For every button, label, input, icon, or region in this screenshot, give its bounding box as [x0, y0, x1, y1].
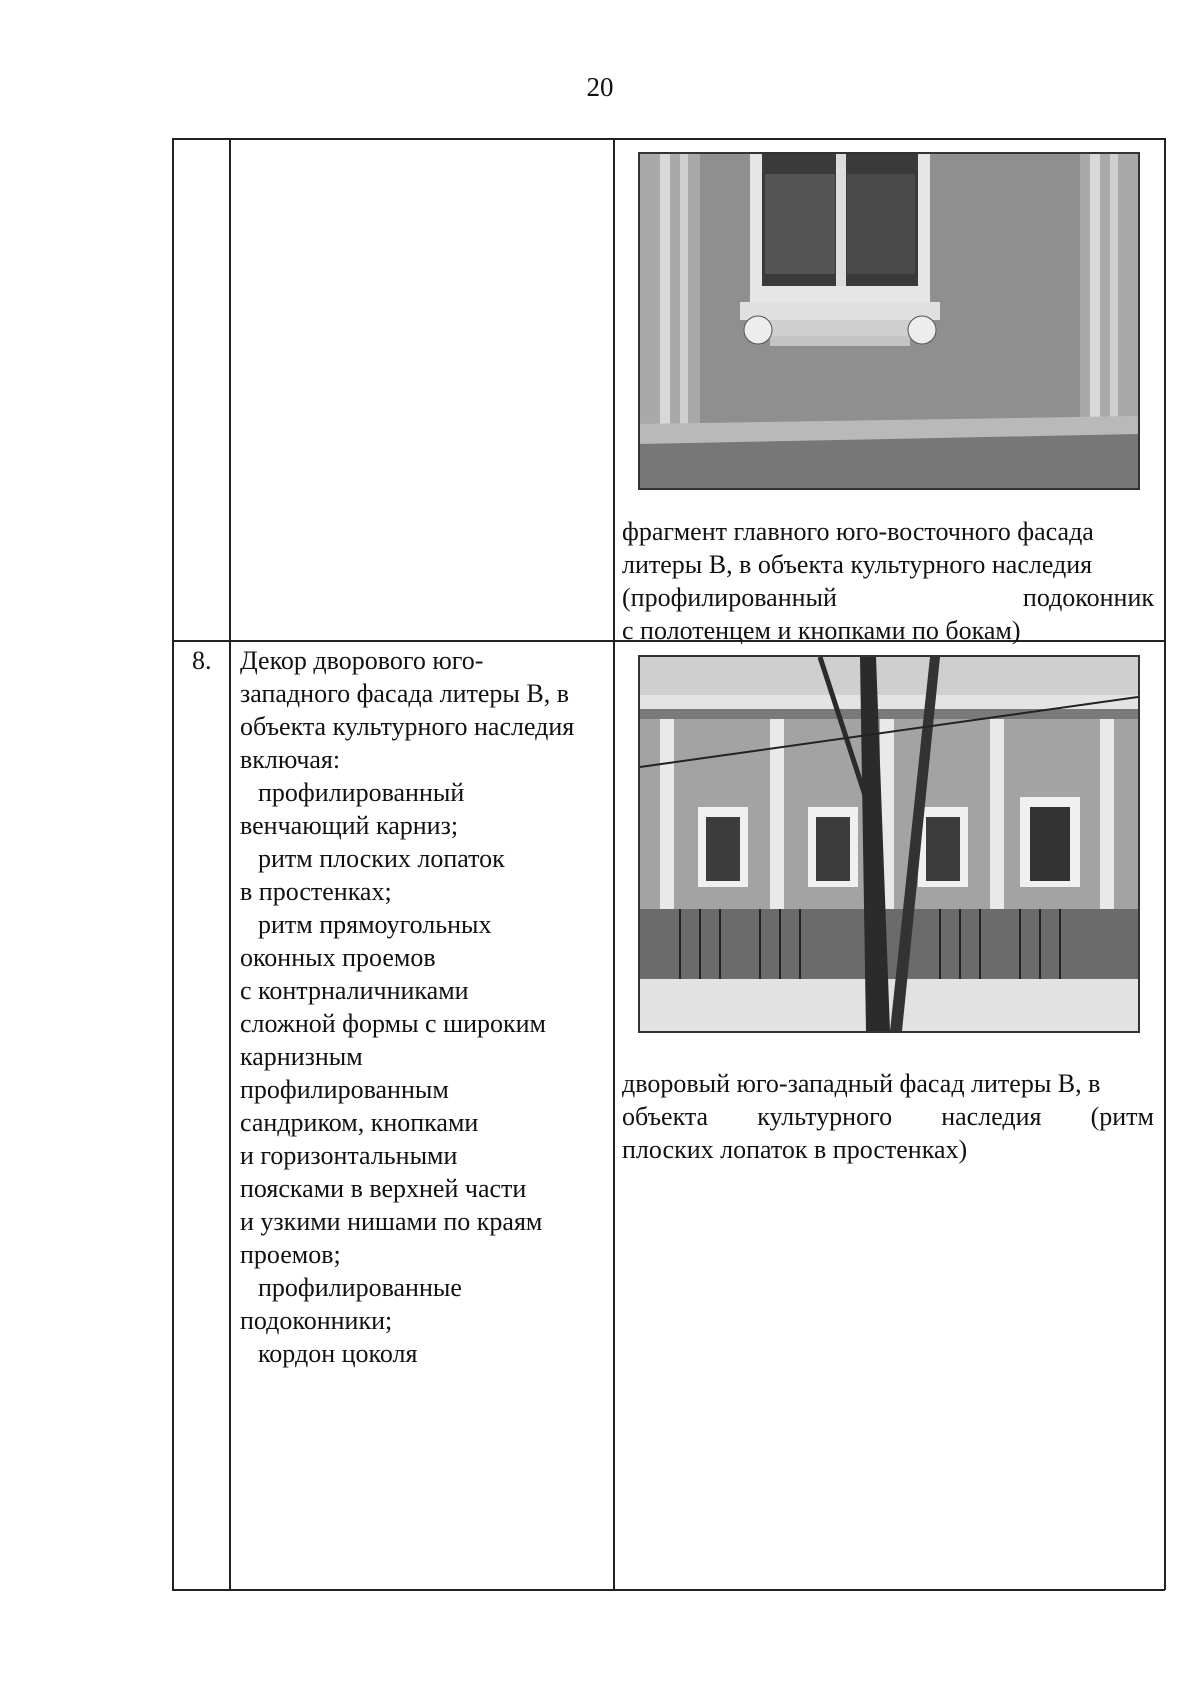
table-col-divider-2 — [613, 138, 615, 1590]
caption-word: (профилированный — [622, 583, 837, 612]
top-row-caption — [622, 515, 1154, 647]
desc-line: профилированный — [258, 778, 465, 807]
caption-word: наследия — [941, 1102, 1042, 1131]
desc-line: объекта культурного наследия — [240, 712, 575, 741]
desc-line: с контрналичниками — [240, 976, 469, 1005]
caption-line: с полотенцем и кнопками по бокам) — [622, 616, 1021, 645]
desc-line: и горизонтальными — [240, 1141, 458, 1170]
caption-line: дворовый юго-западный фасад литеры В, в — [622, 1069, 1101, 1098]
table-col-divider-1 — [229, 138, 231, 1590]
caption-word: (ритм — [1090, 1102, 1154, 1131]
desc-line: венчающий карниз; — [240, 811, 459, 840]
desc-line: подоконники; — [240, 1306, 393, 1335]
row-number: 8. — [192, 646, 212, 675]
caption-line: плоских лопаток в простенках) — [622, 1135, 968, 1164]
caption-line — [622, 1100, 1154, 1133]
page-number: 20 — [586, 72, 614, 102]
desc-line: поясками в верхней части — [240, 1174, 527, 1203]
desc-line: оконных проемов — [240, 943, 436, 972]
desc-line: кордон цоколя — [258, 1339, 418, 1368]
desc-line: западного фасада литеры В, в — [240, 679, 570, 708]
caption-line — [622, 581, 1154, 614]
desc-line: ритм прямоугольных — [258, 910, 492, 939]
desc-line: профилированные — [258, 1273, 462, 1302]
courtyard-facade-photo — [638, 655, 1140, 1033]
facade-window-photo — [638, 152, 1140, 490]
row-8-description — [240, 644, 602, 1370]
desc-line: сандриком, кнопками — [240, 1108, 479, 1137]
caption-word: культурного — [757, 1102, 893, 1131]
table-border-bottom — [172, 1589, 1165, 1591]
desc-line: в простенках; — [240, 877, 392, 906]
caption-word: объекта — [622, 1102, 709, 1131]
courtyard-facade-illustration — [640, 657, 1138, 1031]
table-border-right — [1164, 138, 1166, 1590]
desc-line: сложной формы с широким — [240, 1009, 547, 1038]
caption-line: литеры В, в объекта культурного наследия — [622, 550, 1093, 579]
row-8-caption — [622, 1067, 1154, 1166]
desc-line: карнизным — [240, 1042, 363, 1071]
desc-line: Декор дворового юго- — [240, 646, 484, 675]
desc-line: проемов; — [240, 1240, 341, 1269]
caption-line: фрагмент главного юго-восточного фасада — [622, 517, 1094, 546]
table-border-top — [172, 138, 1165, 140]
desc-line: и узкими нишами по краям — [240, 1207, 543, 1236]
facade-window-illustration — [640, 154, 1138, 488]
desc-line: профилированным — [240, 1075, 449, 1104]
desc-line: ритм плоских лопаток — [258, 844, 505, 873]
table-border-left — [172, 138, 174, 1590]
caption-word: подоконник — [1022, 583, 1154, 612]
desc-line: включая: — [240, 745, 341, 774]
